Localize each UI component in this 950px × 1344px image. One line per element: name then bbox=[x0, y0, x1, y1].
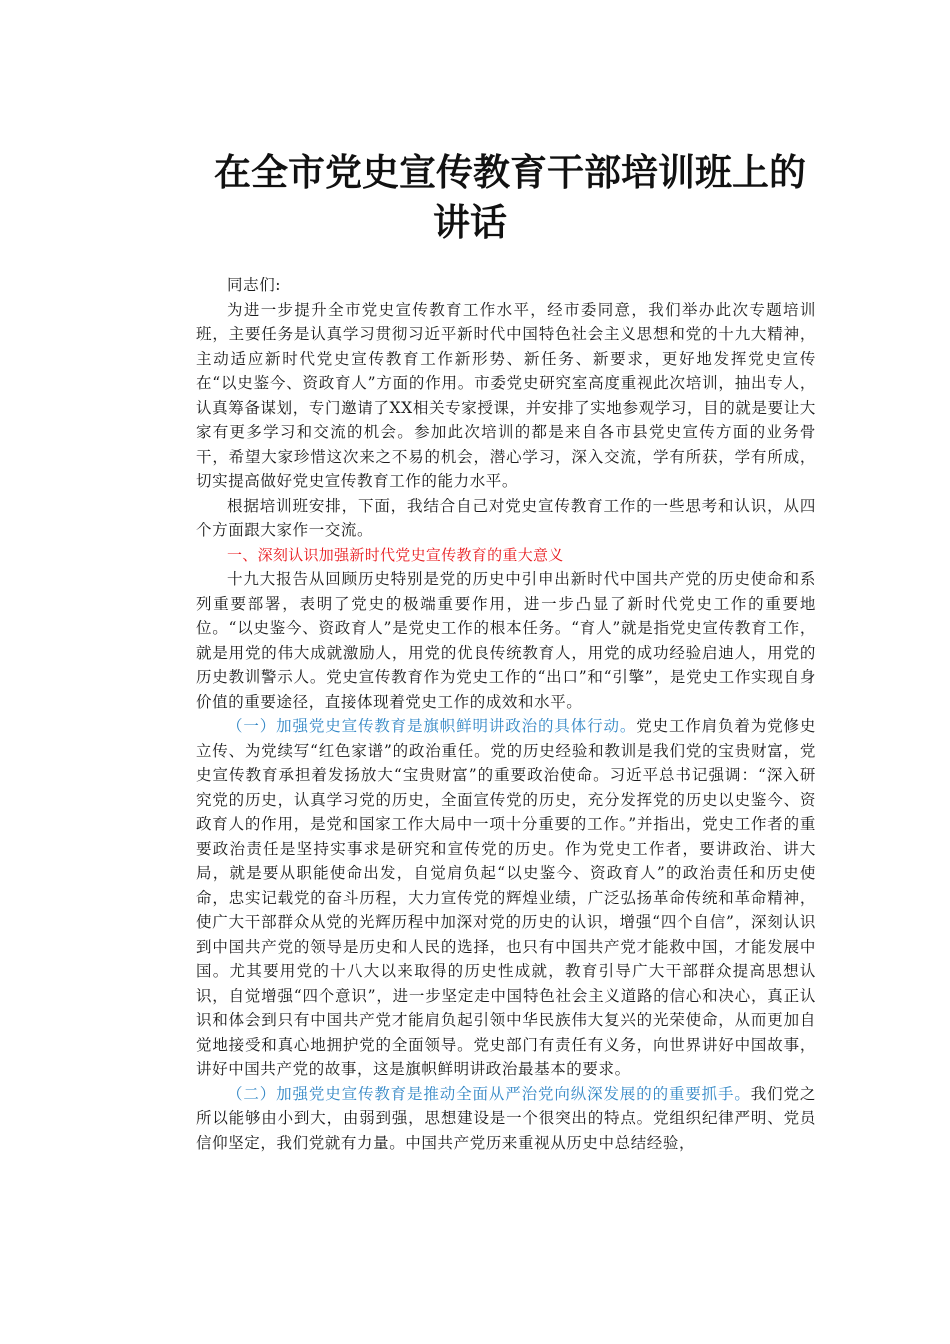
greeting: 同志们: bbox=[227, 276, 282, 294]
subsection-2-title: （二）加强党史宣传教育是推动全面从严治党向纵深发展的的重要抓手。 bbox=[227, 1084, 751, 1103]
subsection-2 bbox=[196, 1082, 816, 1156]
title-line-2: 讲话 bbox=[433, 201, 507, 244]
document-body bbox=[196, 273, 816, 1155]
paragraph-intro: 为进一步提升全市党史宣传教育工作水平，经市委同意，我们举办此次专题培训班，主要任务是认真学习贯彻习近平新时代中国特色社会主义思想和党的十九大精神，主动适应新时代党史宣传教育工作新形势、新任务、新要求，更好地发挥党史宣传在“以史鉴今、资政育人”方面的作用。市委党史研究室高度重视此次培训，抽出专人，认真筹备谋划，专门邀请了XX相关专家授课，并安排了实地参观学习，目的就是要让大家有更多学习和交流的机会。参加此次培训的都是来自各市县党史宣传方面的业务骨干，希望大家珍惜这次来之不易的机会，潜心学习，深入交流，学有所获，学有所成，切实提高做好党史宣传教育工作的能力水平。 bbox=[196, 300, 816, 490]
title-line-1: 在全市党史宣传教育干部培训班上的 bbox=[214, 151, 806, 194]
subsection-1 bbox=[196, 714, 816, 1082]
subsection-1-text: 党史工作肩负着为党修史立传、为党续写“红色家谱”的政治重任。党的历史经验和教训是我们党的宝贵财富，党史宣传教育承担着发扬放大“宝贵财富”的重要政治使命。习近平总书记强调：“深入研究党的历史，认真学习党的历史，全面宣传党的历史，充分发挥党的历史以史鉴今、资政育人的作用，是党和国家工作大局中一项十分重要的工作。”并指出，党史工作者的重要政治责任是坚持实事求是研究和宣传党的历史。作为党史工作者，要讲政治、讲大局，就是要从职能使命出发，自觉肩负起“以史鉴今、资政育人”的政治责任和历史使命，忠实记载党的奋斗历程，大力宣传党的辉煌业绩，广泛弘扬革命传统和革命精神，使广大干部群众从党的光辉历程中加深对党的历史的认识，增强“四个自信”，深刻认识到中国共产党的领导是历史和人民的选择，也只有中国共产党才能救中国，才能发展中国。尤其要用党的十八大以来取得的历史性成就，教育引导广大干部群众提高思想认识，自觉增强“四个意识”，进一步坚定走中国特色社会主义道路的信心和决心，真正认识和体会到只有中国共产党才能肩负起引领中华民族伟大复兴的光荣使命，从而更加自觉地接受和真心地拥护党的全面领导。党史部门有责任有义务，向世界讲好中国故事，讲好中国共产党的故事，这是旗帜鲜明讲政治最基本的要求。 bbox=[196, 717, 816, 1078]
subsection-2-text: 我们党之所以能够由小到大，由弱到强，思想建设是一个很突出的特点。党组织纪律严明、党员信仰坚定，我们党就有力量。中国共产党历来重视从历史中总结经验， bbox=[196, 1084, 817, 1152]
paragraph-arrangement: 根据培训班安排，下面，我结合自己对党史宣传教育工作的一些思考和认识，从四个方面跟大家作一交流。 bbox=[196, 496, 816, 539]
subsection-1-title: （一）加强党史宣传教育是旗帜鲜明讲政治的具体行动。 bbox=[227, 717, 637, 735]
paragraph-significance: 十九大报告从回顾历史特别是党的历史中引申出新时代中国共产党的历史使命和系列重要部署，表明了党史的极端重要作用，进一步凸显了新时代党史工作的重要地位。“以史鉴今、资政育人”是党史工作的根本任务。“育人”就是指党史宣传教育工作，就是用党的伟大成就激励人，用党的优良传统教育人，用党的成功经验启迪人，用党的历史教训警示人。党史宣传教育作为党史工作的“出口”和“引擎”，是党史工作实现自身价值的重要途径，直接体现着党史工作的成效和水平。 bbox=[196, 570, 816, 711]
section-heading-1 bbox=[196, 543, 816, 568]
section-heading-1-text: 一、深刻认识加强新时代党史宣传教育的重大意义 bbox=[227, 545, 564, 564]
